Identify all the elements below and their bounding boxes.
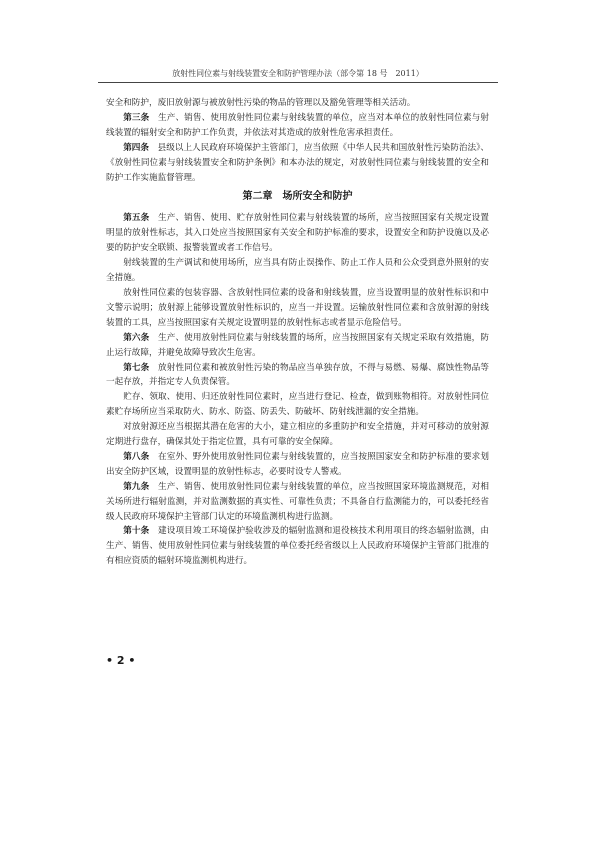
page-number: • 2 • [106,654,136,667]
paragraph [106,286,489,331]
paragraph-group-before [106,96,489,185]
paragraph [106,331,489,361]
paragraph-text: 建设项目竣工环境保护验收涉及的辐射监测和退役核技术利用项目的终态辐射监测，由生产、销售、使用放射性同位素与射线装置的单位委托经省级以上人民政府环境保护主管部门批准的有相应资质的辐射环境监测机构进行。 [106,526,489,567]
paragraph-text: 生产、使用放射性同位素与射线装置的场所，应当按照国家有关规定采取有效措施，防止运行故障，并避免故障导致次生危害。 [106,332,489,358]
article-number: 第八条 [123,451,150,462]
paragraph [106,141,489,186]
paragraph [106,361,489,391]
paragraph-text: 生产、销售、使用放射性同位素与射线装置的单位，应当按照国家环境监测规范，对相关场所进行辐射监测，并对监测数据的真实性、可靠性负责；不具备自行监测能力的，可以委托经省级人民政府环境保护主管部门认定的环境监测机构进行监测。 [106,481,489,522]
article-number: 第十条 [123,526,150,537]
paragraph [106,524,489,569]
article-number: 第七条 [123,362,150,373]
article-number: 第四条 [123,142,150,153]
paragraph [106,420,489,450]
paragraph-group-after [106,211,489,569]
paragraph [106,96,489,111]
paragraph [106,480,489,525]
paragraph [106,111,489,141]
paragraph-text: 射线装置的生产调试和使用场所，应当具有防止误操作、防止工作人员和公众受到意外照射的安全措施。 [106,258,489,284]
running-header: 放射性同位素与射线装置安全和防护管理办法（部令第 18 号 2011） [172,69,424,78]
paragraph-text: 生产、销售、使用、贮存放射性同位素与射线装置的场所，应当按照国家有关规定设置明显的放射性标志，其入口处应当按照国家有关安全和防护标准的要求，设置安全和防护设施以及必要的防护安全联锁、报警装置或者工作信号。 [106,213,489,254]
article-number: 第五条 [123,213,150,224]
paragraph-text: 县级以上人民政府环境保护主管部门，应当依照《中华人民共和国放射性污染防治法》、《放射性同位素与射线装置安全和防护条例》和本办法的规定，对放射性同位素与射线装置的安全和防护工作实施监督管理。 [106,142,489,183]
paragraph-text: 在室外、野外使用放射性同位素与射线装置的，应当按照国家安全和防护标准的要求划出安全防护区域，设置明显的放射性标志，必要时设专人警戒。 [106,451,489,477]
paragraph [106,450,489,480]
header-divider [98,82,498,83]
paragraph-text: 放射性同位素和被放射性污染的物品应当单独存放，不得与易燃、易爆、腐蚀性物品等一起存放，并指定专人负责保管。 [106,362,489,388]
paragraph [106,256,489,286]
paragraph-text: 对放射源还应当根据其潜在危害的大小，建立相应的多重防护和安全措施，并对可移动的放射源定期进行盘存，确保其处于指定位置，具有可靠的安全保障。 [106,422,489,448]
chapter-title: 第二章 场所安全和防护 [242,191,353,203]
article-number: 第九条 [123,481,150,492]
paragraph [106,390,489,420]
paragraph [106,211,489,256]
document-body [106,96,489,569]
article-number: 第三条 [123,112,150,123]
paragraph-text: 生产、销售、使用放射性同位素与射线装置的单位，应当对本单位的放射性同位素与射线装置的辐射安全和防护工作负责，并依法对其造成的放射性危害承担责任。 [106,112,489,138]
paragraph-text: 贮存、领取、使用、归还放射性同位素时，应当进行登记、检查，做到账物相符。对放射性同位素贮存场所应当采取防火、防水、防盗、防丢失、防破坏、防射线泄漏的安全措施。 [106,392,489,418]
article-number: 第六条 [123,332,150,343]
paragraph-text: 安全和防护，废旧放射源与被放射性污染的物品的管理以及豁免管理等相关活动。 [106,98,416,108]
paragraph-text: 放射性同位素的包装容器、含放射性同位素的设备和射线装置，应当设置明显的放射性标识和中文警示说明；放射源上能够设置放射性标识的，应当一并设置。运输放射性同位素和含放射源的射线装置的工具，应当按照国家有关规定设置明显的放射性标志或者显示危险信号。 [106,287,489,328]
